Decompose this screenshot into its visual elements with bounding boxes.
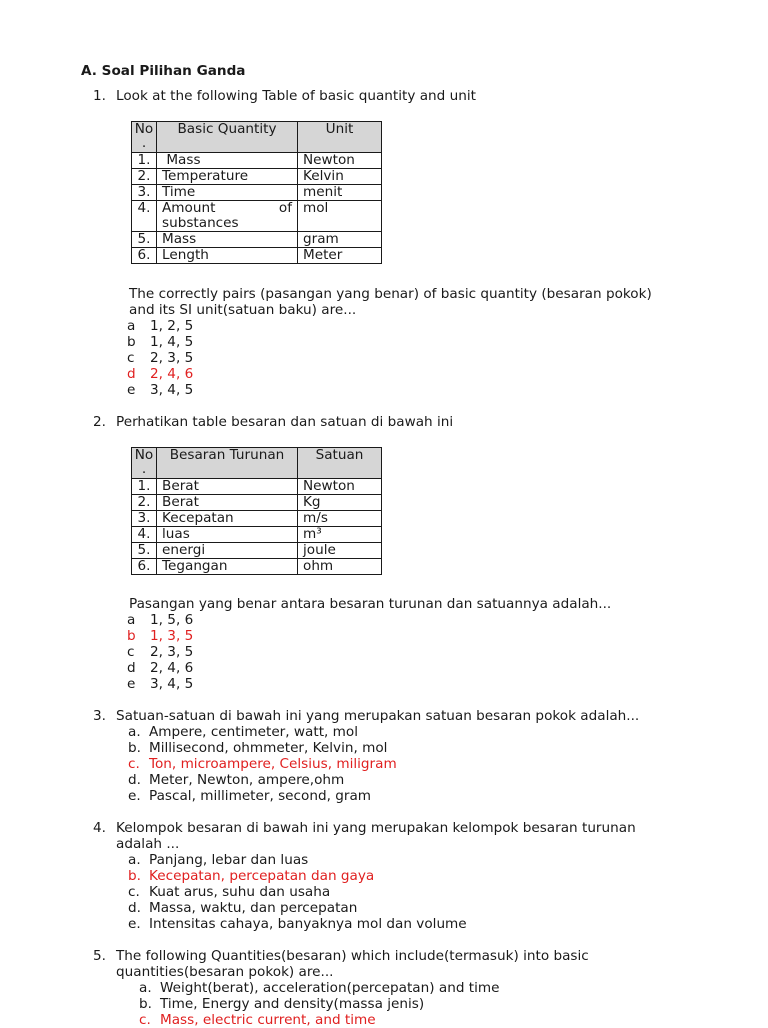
q4-option-c[interactable]: [128, 884, 331, 900]
table-cell: Berat: [157, 495, 298, 511]
option-text: 3, 4, 5: [150, 676, 194, 692]
option-letter: b.: [128, 740, 141, 756]
option-letter: e.: [128, 916, 141, 932]
q2-table-header: [132, 448, 382, 479]
table-cell: 5.: [132, 232, 157, 248]
table-cell-amount: [157, 201, 298, 232]
q4-text-line1: Kelompok besaran di bawah ini yang merupakan kelompok besaran turunan: [116, 820, 636, 836]
q2-header-no: [132, 448, 157, 479]
q4-option-a[interactable]: [128, 852, 309, 868]
option-letter: d.: [128, 900, 141, 916]
table-row: [132, 201, 382, 232]
table-cell: Kelvin: [298, 169, 382, 185]
table-row: [132, 169, 382, 185]
table-cell: 3.: [132, 185, 157, 201]
option-text: 2, 4, 6: [150, 366, 194, 382]
q2-option-b-correct[interactable]: [127, 628, 194, 644]
option-text: 1, 3, 5: [150, 628, 194, 644]
option-letter: a: [127, 318, 136, 334]
option-letter: c.: [128, 884, 140, 900]
q3-option-e[interactable]: [128, 788, 372, 804]
option-text: 1, 2, 5: [150, 318, 194, 334]
q1-option-d-correct[interactable]: [127, 366, 194, 382]
q2-option-a[interactable]: [127, 612, 194, 628]
option-text: Weight(berat), acceleration(percepatan) and time: [160, 980, 500, 996]
q1-header-quantity: Basic Quantity: [157, 122, 298, 153]
option-text: Ampere, centimeter, watt, mol: [149, 724, 359, 740]
q5-option-b[interactable]: [139, 996, 425, 1012]
q2-option-d[interactable]: [127, 660, 194, 676]
table-cell: ohm: [298, 559, 382, 575]
table-row: [132, 543, 382, 559]
table-cell: Newton: [298, 479, 382, 495]
q4-option-d[interactable]: [128, 900, 358, 916]
option-letter: c: [127, 644, 135, 660]
table-cell: 2.: [132, 169, 157, 185]
table-cell: Kg: [298, 495, 382, 511]
q1-option-c[interactable]: [127, 350, 194, 366]
table-cell: 1.: [132, 153, 157, 169]
amount-line2: substances: [162, 215, 239, 231]
table-cell: joule: [298, 543, 382, 559]
q4-text-line2: adalah ...: [116, 836, 180, 852]
q1-option-a[interactable]: [127, 318, 194, 334]
option-text: 2, 3, 5: [150, 644, 194, 660]
option-letter: b: [127, 628, 136, 644]
q2-table: [131, 447, 382, 575]
q3-option-d[interactable]: [128, 772, 345, 788]
option-letter: e: [127, 676, 136, 692]
table-cell: Newton: [298, 153, 382, 169]
q2-option-e[interactable]: [127, 676, 194, 692]
table-row: [132, 527, 382, 543]
option-letter: e.: [128, 788, 141, 804]
table-cell: 2.: [132, 495, 157, 511]
option-letter: b: [127, 334, 136, 350]
table-row: [132, 495, 382, 511]
table-cell: energi: [157, 543, 298, 559]
option-letter: a.: [128, 724, 141, 740]
q1-header-no: [132, 122, 157, 153]
q1-header-no-text: No .: [134, 121, 154, 151]
option-text: Intensitas cahaya, banyaknya mol dan volume: [149, 916, 467, 932]
option-letter: d.: [128, 772, 141, 788]
table-cell: 1.: [132, 479, 157, 495]
table-cell: menit: [298, 185, 382, 201]
table-cell: Temperature: [157, 169, 298, 185]
q2-header-unit: Satuan: [298, 448, 382, 479]
option-text: Massa, waktu, dan percepatan: [149, 900, 358, 916]
option-text: Pascal, millimeter, second, gram: [149, 788, 372, 804]
q3-option-c-correct[interactable]: [128, 756, 397, 772]
q1-stem-line1: The correctly pairs (pasangan yang benar) of basic quantity (besaran pokok): [129, 286, 652, 302]
table-cell: Meter: [298, 248, 382, 264]
table-row: [132, 248, 382, 264]
amount-left: Amount: [162, 200, 216, 216]
option-letter: d: [127, 660, 136, 676]
q3-option-b[interactable]: [128, 740, 388, 756]
option-text: 1, 4, 5: [150, 334, 194, 350]
q3-number: 3.: [93, 708, 106, 724]
q4-option-e[interactable]: [128, 916, 467, 932]
table-cell: Berat: [157, 479, 298, 495]
table-cell: Mass: [157, 153, 298, 169]
table-cell: 4.: [132, 201, 157, 232]
q5-text-line1: The following Quantities(besaran) which include(termasuk) into basic: [116, 948, 589, 964]
q1-table-header: [132, 122, 382, 153]
option-letter: c.: [139, 1012, 151, 1028]
table-cell: Kecepatan: [157, 511, 298, 527]
q1-number: 1.: [93, 88, 106, 104]
amount-right: of: [278, 200, 292, 216]
table-cell: luas: [157, 527, 298, 543]
q2-option-c[interactable]: [127, 644, 194, 660]
option-text: Millisecond, ohmmeter, Kelvin, mol: [149, 740, 388, 756]
option-letter: a.: [128, 852, 141, 868]
table-row: [132, 185, 382, 201]
table-cell: 3.: [132, 511, 157, 527]
q2-header-quantity: Besaran Turunan: [157, 448, 298, 479]
q1-stem-line2: and its SI unit(satuan baku) are...: [129, 302, 357, 318]
table-row: [132, 479, 382, 495]
q5-option-a[interactable]: [139, 980, 500, 996]
table-cell: m³: [298, 527, 382, 543]
option-letter: a: [127, 612, 136, 628]
option-text: Kecepatan, percepatan dan gaya: [149, 868, 375, 884]
q1-text: Look at the following Table of basic quantity and unit: [116, 88, 476, 104]
table-cell: 6.: [132, 559, 157, 575]
option-text: 3, 4, 5: [150, 382, 194, 398]
table-row: [132, 511, 382, 527]
q2-text: Perhatikan table besaran dan satuan di bawah ini: [116, 414, 454, 430]
q4-number: 4.: [93, 820, 106, 836]
q4-option-b-correct[interactable]: [128, 868, 375, 884]
q3-option-a[interactable]: [128, 724, 359, 740]
table-row: [132, 232, 382, 248]
q2-header-no-text: No .: [134, 447, 154, 477]
table-cell: 6.: [132, 248, 157, 264]
table-cell: gram: [298, 232, 382, 248]
option-letter: c.: [128, 756, 140, 772]
q1-header-unit: Unit: [298, 122, 382, 153]
section-title: A. Soal Pilihan Ganda: [81, 63, 246, 79]
option-text: Panjang, lebar dan luas: [149, 852, 309, 868]
option-letter: d: [127, 366, 136, 382]
option-text: 2, 4, 6: [150, 660, 194, 676]
table-cell: m/s: [298, 511, 382, 527]
q3-text: Satuan-satuan di bawah ini yang merupakan satuan besaran pokok adalah...: [116, 708, 640, 724]
q1-table: [131, 121, 382, 264]
option-letter: b.: [128, 868, 141, 884]
table-row: [132, 153, 382, 169]
table-cell: mol: [298, 201, 382, 232]
option-letter: b.: [139, 996, 152, 1012]
q2-number: 2.: [93, 414, 106, 430]
option-letter: c: [127, 350, 135, 366]
q5-option-c-correct[interactable]: [139, 1012, 376, 1028]
table-cell: Length: [157, 248, 298, 264]
option-text: Kuat arus, suhu dan usaha: [149, 884, 331, 900]
table-cell: Mass: [157, 232, 298, 248]
q2-stem: Pasangan yang benar antara besaran turunan dan satuannya adalah...: [129, 596, 612, 612]
q1-option-e[interactable]: [127, 382, 194, 398]
q1-option-b[interactable]: [127, 334, 194, 350]
table-row: [132, 559, 382, 575]
option-text: Mass, electric current, and time: [160, 1012, 376, 1028]
option-text: Meter, Newton, ampere,ohm: [149, 772, 345, 788]
table-cell: Time: [157, 185, 298, 201]
option-text: Ton, microampere, Celsius, miligram: [149, 756, 397, 772]
option-text: 1, 5, 6: [150, 612, 194, 628]
table-cell: 5.: [132, 543, 157, 559]
option-letter: e: [127, 382, 136, 398]
q5-text-line2: quantities(besaran pokok) are...: [116, 964, 334, 980]
option-text: 2, 3, 5: [150, 350, 194, 366]
option-letter: a.: [139, 980, 152, 996]
q5-number: 5.: [93, 948, 106, 964]
option-text: Time, Energy and density(massa jenis): [160, 996, 425, 1012]
table-cell: 4.: [132, 527, 157, 543]
table-cell: Tegangan: [157, 559, 298, 575]
